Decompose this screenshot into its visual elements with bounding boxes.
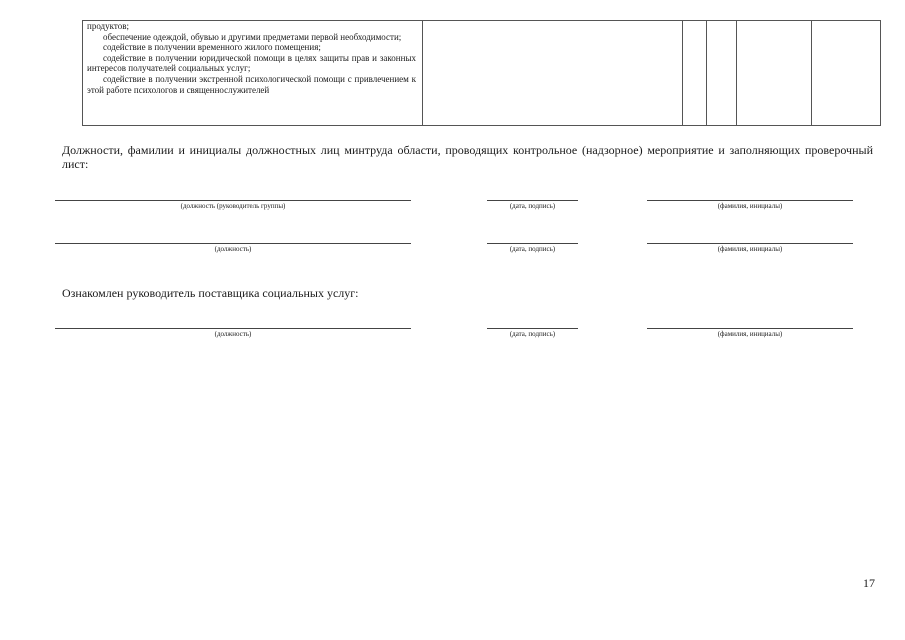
requirement-line: обеспечение одеждой, обувью и другими предметами первой необходимости; [103, 31, 402, 42]
checklist-table-fragment [82, 20, 881, 126]
requirement-line: содействие в получении юридической помощи в целях защиты прав и законных интересов получателей социальных услуг; [87, 52, 416, 74]
signature-line-name [647, 328, 853, 329]
signature-line-name [647, 243, 853, 244]
caption-date: (дата, подпись) [509, 202, 556, 210]
caption-date: (дата, подпись) [509, 330, 556, 338]
signature-line-date [487, 328, 578, 329]
caption-position: (должность) [214, 245, 252, 253]
answer-no-cell [707, 21, 737, 126]
note-cell [812, 21, 881, 126]
signature-line-position [55, 328, 411, 329]
answer-na-cell [737, 21, 812, 126]
signature-line-position [55, 243, 411, 244]
requirement-line: продуктов; [87, 21, 129, 31]
caption-position: (должность) [214, 330, 252, 338]
requirement-line: содействие в получении временного жилого помещения; [103, 42, 321, 53]
caption-name: (фамилия, инициалы) [717, 202, 783, 210]
requirement-line: содействие в получении экстренной психологической помощи с привлечением к этой работе психологов и священнослужителей [87, 73, 416, 95]
table-row [83, 21, 881, 126]
legal-basis-cell [423, 21, 683, 126]
caption-name: (фамилия, инициалы) [717, 330, 783, 338]
page-number: 17 [863, 576, 875, 590]
signature-line-name [647, 200, 853, 201]
caption-position: (должность (руководитель группы) [180, 202, 286, 210]
signature-line-position [55, 200, 411, 201]
signature-line-date [487, 200, 578, 201]
caption-name: (фамилия, инициалы) [717, 245, 783, 253]
inspectors-intro-text: Должности, фамилии и инициалы должностных лиц минтруда области, проводящих контрольное (надзорное) мероприятие и заполняющих проверочный лист: [62, 143, 873, 171]
provider-acquainted-text: Ознакомлен руководитель поставщика социальных услуг: [62, 286, 359, 300]
answer-yes-cell [683, 21, 707, 126]
caption-date: (дата, подпись) [509, 245, 556, 253]
signature-line-date [487, 243, 578, 244]
requirement-cell [83, 21, 423, 126]
